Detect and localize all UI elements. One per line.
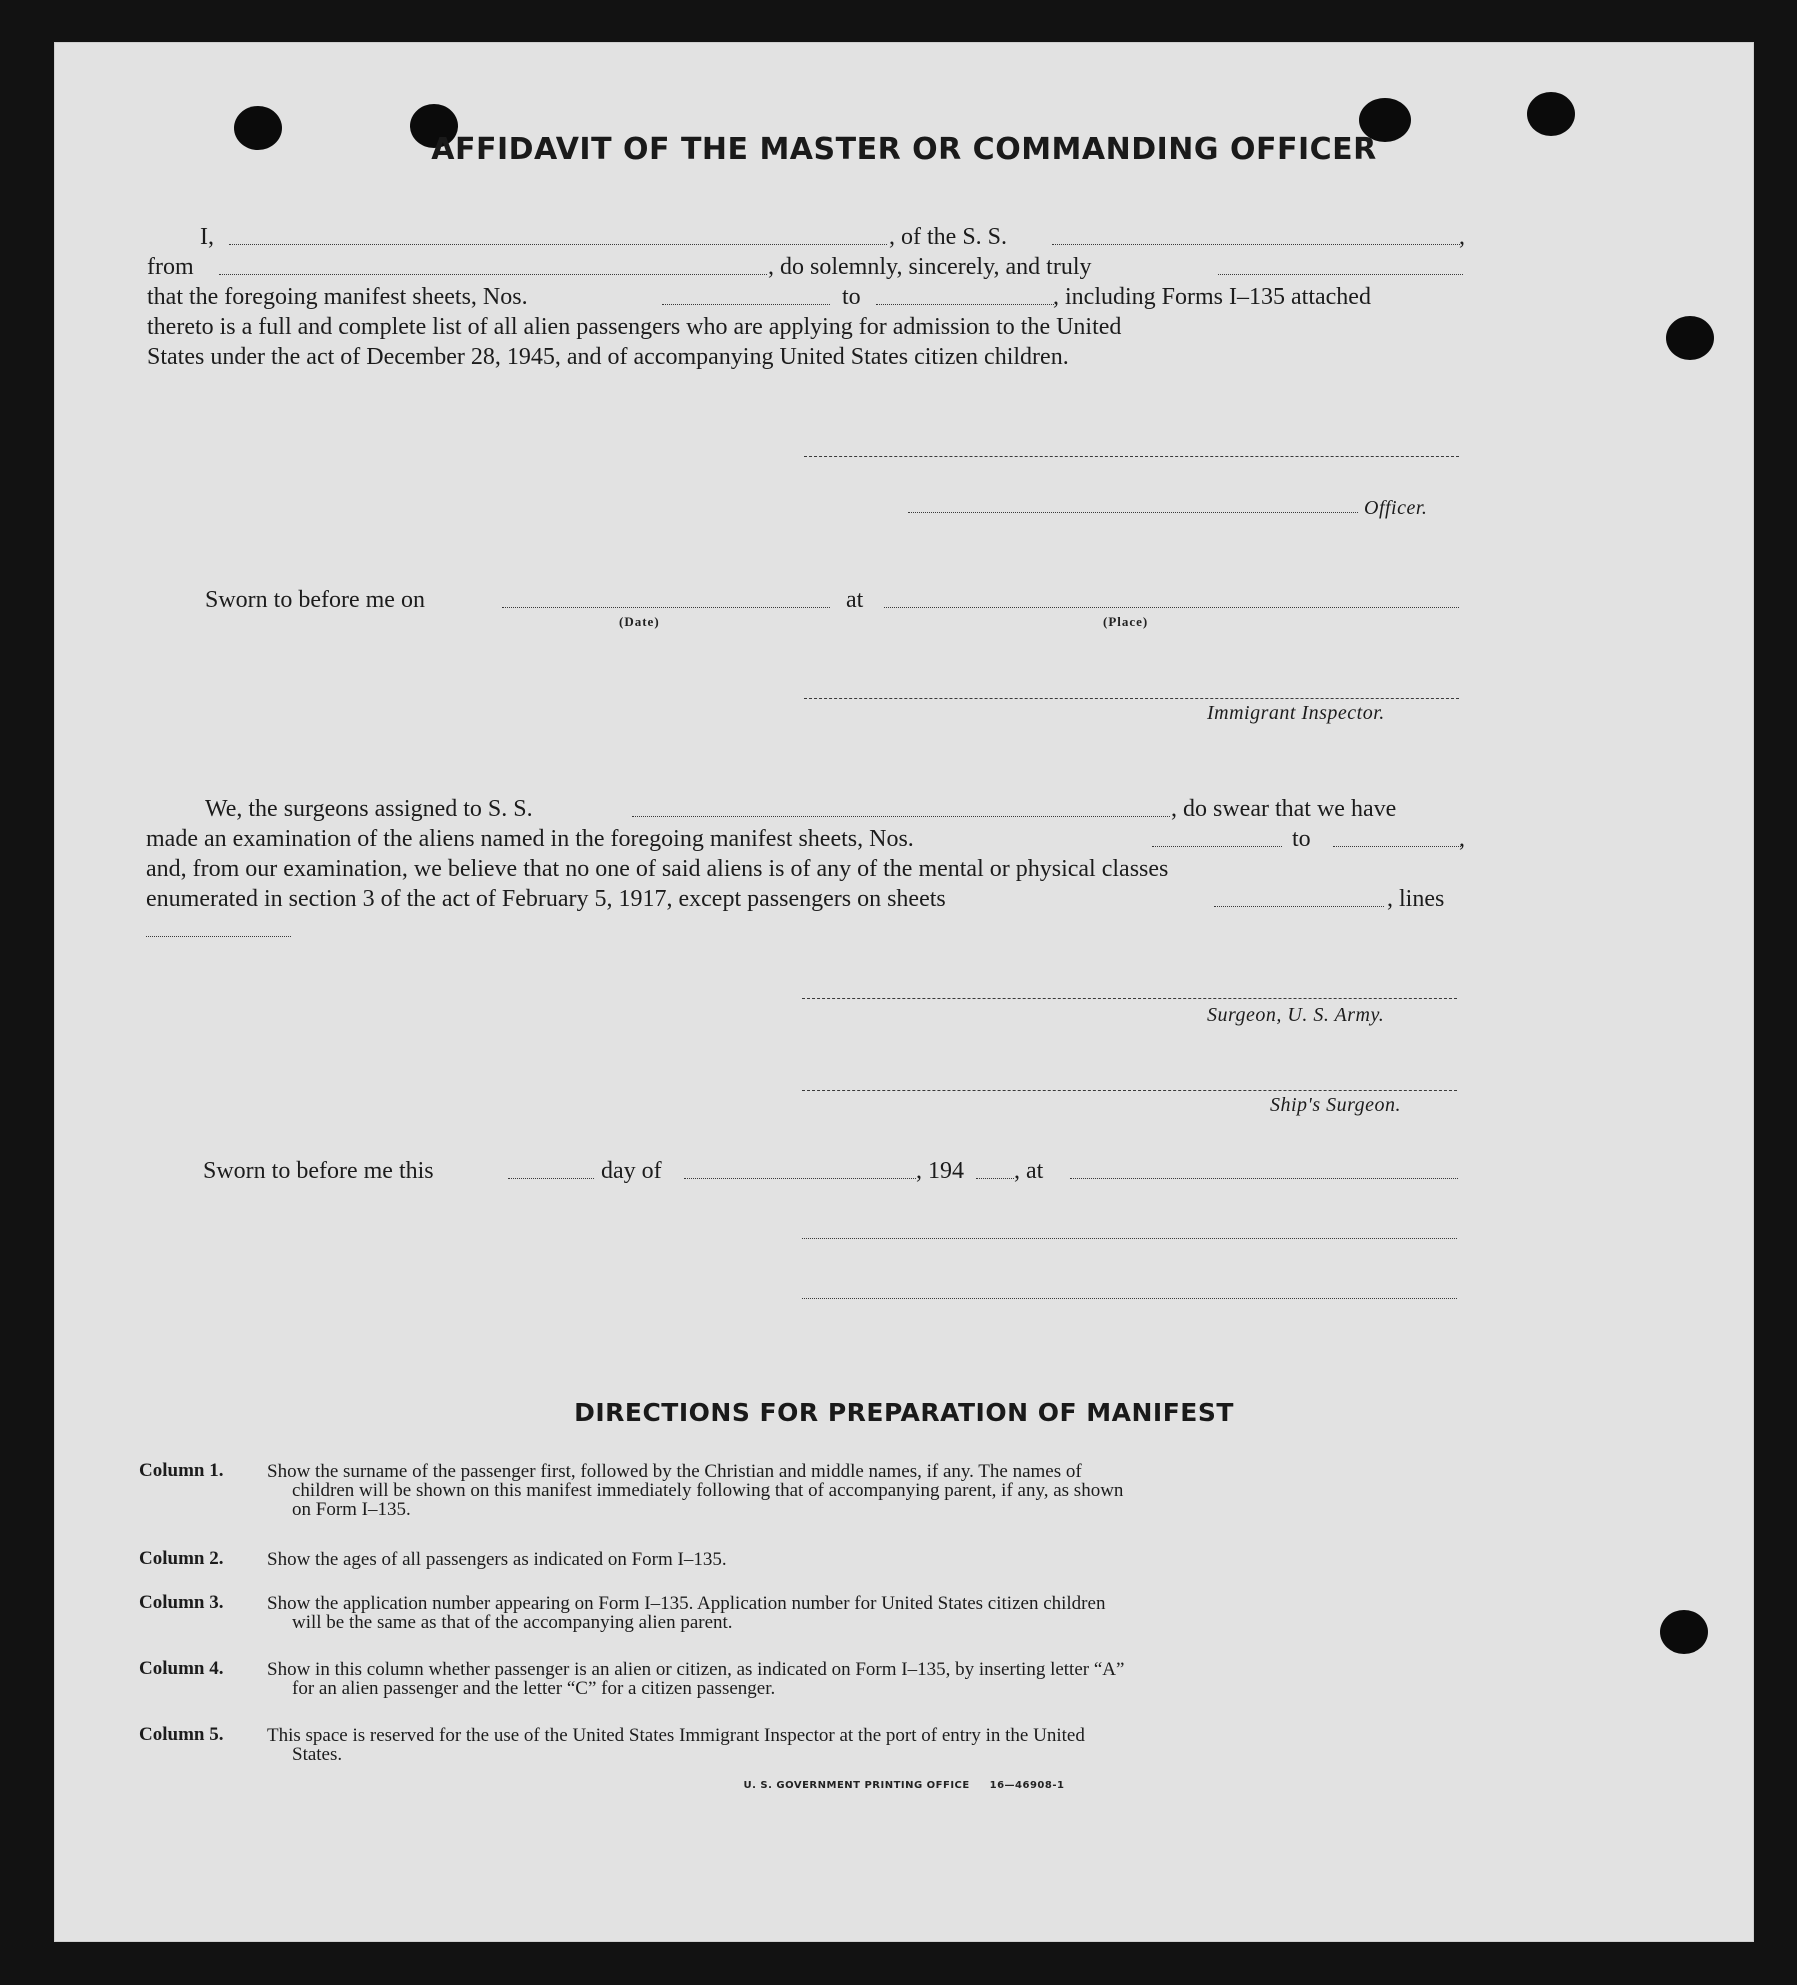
form-page [54, 42, 1754, 1942]
punch-hole-4 [1527, 92, 1575, 136]
exam-sheet-from-field[interactable] [1152, 846, 1282, 847]
place-caption: (Place) [1103, 614, 1149, 629]
surgeons-line-4-end: , lines [1387, 886, 1445, 912]
army-surgeon-signature-line[interactable] [802, 998, 1457, 999]
sheet-from-field[interactable] [662, 304, 830, 305]
surgeons-line-4-prefix: enumerated in section 3 of the act of February 5, 1917, except passengers on sheets [146, 886, 946, 912]
affidavit-line-2-prefix: from [147, 254, 194, 280]
surgeons-line-2-prefix: made an examination of the aliens named in the foregoing manifest sheets, Nos. [146, 826, 914, 852]
ship-surgeon-signature-line[interactable] [802, 1090, 1457, 1091]
column-2-label: Column 2. [139, 1548, 224, 1569]
master-name-field[interactable] [229, 244, 887, 245]
punch-hole-5 [1666, 316, 1714, 360]
column-4-line-1: Show in this column whether passenger is an alien or citizen, as indicated on Form I–135, by inserting letter “A” [267, 1659, 1125, 1680]
column-5-line-1: This space is reserved for the use of the United States Immigrant Inspector at the port of entry in the United [267, 1725, 1085, 1746]
sworn-place-field[interactable] [884, 607, 1459, 608]
official-title-line[interactable] [802, 1298, 1457, 1299]
sworn-2-day-of: day of [601, 1158, 662, 1184]
sworn-1-prefix: Sworn to before me on [205, 587, 425, 613]
column-4-label: Column 4. [139, 1658, 224, 1679]
except-lines-field[interactable] [146, 936, 291, 937]
punch-hole-6 [1660, 1610, 1708, 1654]
inspector-label: Immigrant Inspector. [1207, 702, 1385, 724]
column-5-line-2: States. [292, 1744, 343, 1765]
sworn-date-field[interactable] [502, 607, 830, 608]
port-from-field[interactable] [219, 274, 767, 275]
sworn-year-field[interactable] [976, 1178, 1014, 1179]
inspector-signature-line[interactable] [804, 698, 1459, 699]
surgeons-ship-field[interactable] [632, 816, 1170, 817]
affidavit-line-4: thereto is a full and complete list of all alien passengers who are applying for admission to the United [147, 314, 1122, 340]
column-1-text [267, 1462, 1512, 1519]
officer-label: Officer. [1364, 497, 1428, 519]
officer-title-field[interactable] [908, 512, 1358, 513]
affidavit-line-1-end: , [1459, 224, 1465, 250]
sheet-to-field[interactable] [876, 304, 1054, 305]
affidavit-line-5: States under the act of December 28, 1945, and of accompanying United States citizen children. [147, 344, 1069, 370]
column-3-text [267, 1594, 1512, 1632]
column-1-line-1: Show the surname of the passenger first, followed by the Christian and middle names, if any. The names of [267, 1461, 1082, 1482]
sworn-2-place-field[interactable] [1070, 1178, 1458, 1179]
oath-type-field[interactable] [1218, 274, 1463, 275]
printing-office-footer: U. S. GOVERNMENT PRINTING OFFICE 16—46908-1 [743, 1780, 1065, 1791]
column-5-label: Column 5. [139, 1724, 224, 1745]
except-sheets-field[interactable] [1214, 906, 1384, 907]
sworn-day-field[interactable] [508, 1178, 594, 1179]
master-signature-line[interactable] [804, 456, 1459, 457]
exam-sheet-to-field[interactable] [1333, 846, 1461, 847]
column-1-label: Column 1. [139, 1460, 224, 1481]
column-2-line-1: Show the ages of all passengers as indicated on Form I–135. [267, 1549, 727, 1570]
column-1-line-2: children will be shown on this manifest immediately following that of accompanying parent, if any, as shown [292, 1480, 1124, 1501]
column-3-line-1: Show the application number appearing on Form I–135. Application number for United States citizen children [267, 1593, 1106, 1614]
surgeons-line-2-end: , [1459, 826, 1465, 852]
column-2-text [267, 1550, 1512, 1569]
official-signature-line[interactable] [802, 1238, 1457, 1239]
page-title: AFFIDAVIT OF THE MASTER OR COMMANDING OFFICER [431, 132, 1377, 167]
column-1-line-3: on Form I–135. [292, 1499, 411, 1520]
column-3-label: Column 3. [139, 1592, 224, 1613]
directions-title: DIRECTIONS FOR PREPARATION OF MANIFEST [574, 1398, 1234, 1427]
affidavit-line-3-to: to [842, 284, 861, 310]
affidavit-line-3-text: , including Forms I–135 attached [1053, 284, 1371, 310]
column-5-text [267, 1726, 1512, 1764]
surgeons-line-2-to: to [1292, 826, 1311, 852]
affidavit-line-1-prefix: I, [200, 224, 214, 250]
affidavit-line-3-prefix: that the foregoing manifest sheets, Nos. [147, 284, 528, 310]
affidavit-line-2-text: , do solemnly, sincerely, and truly [768, 254, 1092, 280]
surgeons-line-1-prefix: We, the surgeons assigned to S. S. [205, 796, 533, 822]
column-4-line-2: for an alien passenger and the letter “C” for a citizen passenger. [292, 1678, 776, 1699]
sworn-month-field[interactable] [684, 1178, 916, 1179]
column-4-text [267, 1660, 1512, 1698]
surgeons-line-3: and, from our examination, we believe that no one of said aliens is of any of the mental or physical classes [146, 856, 1169, 882]
affidavit-line-1-ship: , of the S. S. [889, 224, 1008, 250]
army-surgeon-label: Surgeon, U. S. Army. [1207, 1004, 1385, 1026]
sworn-1-at: at [846, 587, 864, 613]
ship-name-field[interactable] [1052, 244, 1460, 245]
ship-surgeon-label: Ship's Surgeon. [1270, 1094, 1402, 1116]
sworn-2-prefix: Sworn to before me this [203, 1158, 434, 1184]
sworn-2-at: , at [1014, 1158, 1044, 1184]
sworn-2-year: , 194 [916, 1158, 964, 1184]
surgeons-line-1-text: , do swear that we have [1171, 796, 1397, 822]
date-caption: (Date) [619, 614, 660, 629]
column-3-line-2: will be the same as that of the accompanying alien parent. [292, 1612, 733, 1633]
